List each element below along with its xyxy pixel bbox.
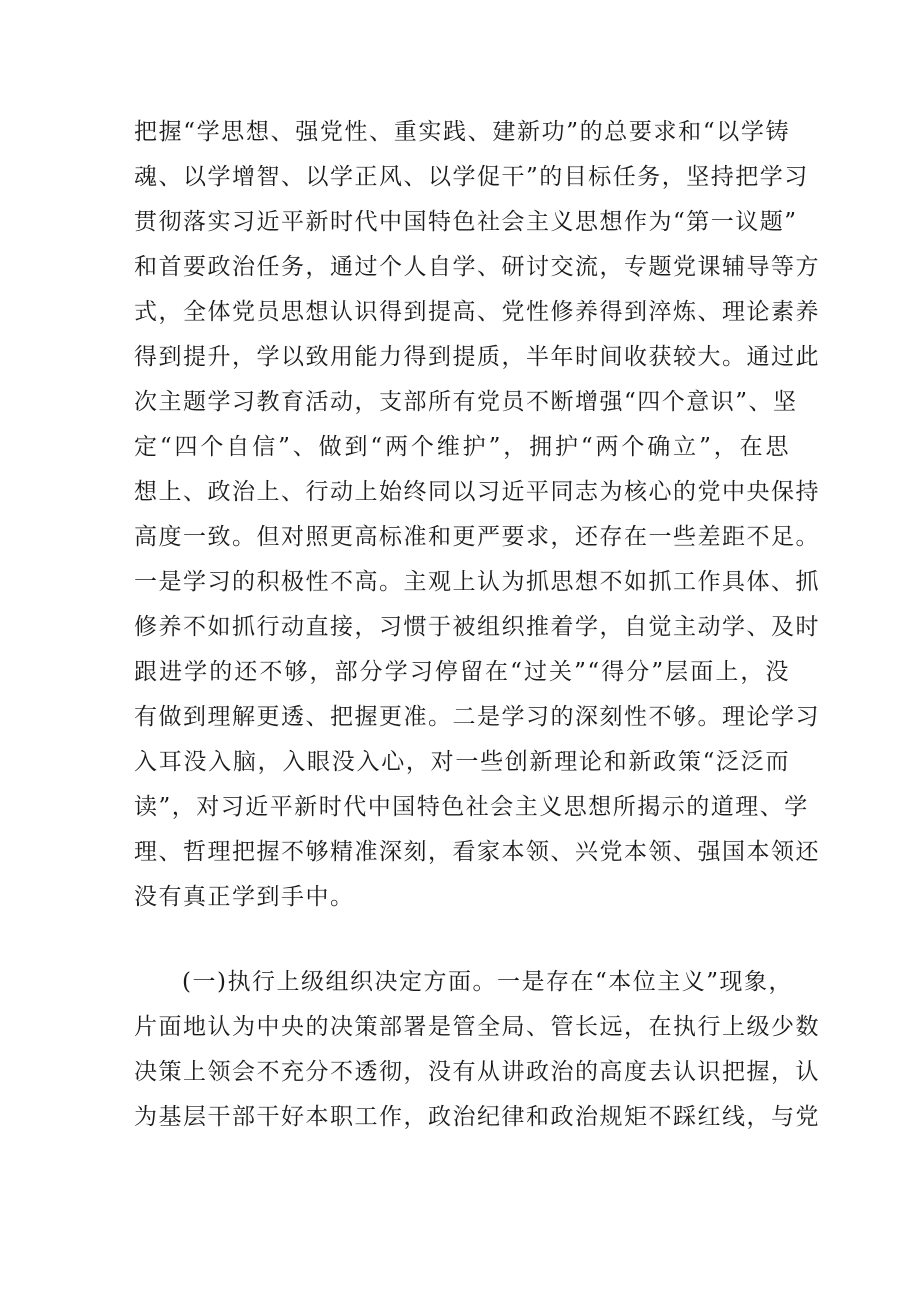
text-line: 为基层干部干好本职工作，政治纪律和政治规矩不踩红线，与党 xyxy=(134,1104,820,1130)
text-line: 修养不如抓行动直接，习惯于被组织推着学，自觉主动学、及时 xyxy=(134,614,820,640)
text-line: 贯彻落实习近平新时代中国特色社会主义思想作为“第一议题” xyxy=(134,209,798,235)
text-line: 没有真正学到手中。 xyxy=(134,884,355,910)
text-line: 入耳没入脑，入眼没入心，对一些创新理论和新政策“泛泛而 xyxy=(134,749,790,775)
text-line: 高度一致。但对照更高标准和更严要求，还存在一些差距不足。 xyxy=(134,524,820,550)
text-line: 魂、以学增智、以学正风、以学促干”的目标任务，坚持把学习 xyxy=(134,164,809,190)
text-line: 定“四个自信”、做到“两个维护”，拥护“两个确立”，在思 xyxy=(134,434,790,460)
text-line: 有做到理解更透、把握更准。二是学习的深刻性不够。理论学习 xyxy=(134,704,820,730)
text-line: 式，全体党员思想认识得到提高、党性修养得到淬炼、理论素养 xyxy=(134,299,820,325)
text-line: 片面地认为中央的决策部署是管全局、管长远，在执行上级少数 xyxy=(134,1014,820,1040)
text-line: 想上、政治上、行动上始终同以习近平同志为核心的党中央保持 xyxy=(134,479,820,505)
text-line: 得到提升，学以致用能力得到提质，半年时间收获较大。通过此 xyxy=(134,344,820,370)
text-line: 次主题学习教育活动，支部所有党员不断增强“四个意识”、坚 xyxy=(134,389,798,415)
text-line: 理、哲理把握不够精准深刻，看家本领、兴党本领、强国本领还 xyxy=(134,839,820,865)
text-line: 一是学习的积极性不高。主观上认为抓思想不如抓工作具体、抓 xyxy=(134,569,820,595)
text-line: 决策上领会不充分不透彻，没有从讲政治的高度去认识把握，认 xyxy=(134,1059,820,1085)
section-heading-line: (一)执行上级组织决定方面。一是存在“本位主义”现象， xyxy=(182,969,793,995)
text-line: 把握“学思想、强党性、重实践、建新功”的总要求和“以学铸 xyxy=(134,119,790,145)
text-line: 和首要政治任务，通过个人自学、研讨交流，专题党课辅导等方 xyxy=(134,254,820,280)
text-line: 跟进学的还不够，部分学习停留在“过关”“得分”层面上，没 xyxy=(134,659,790,685)
text-line: 读”，对习近平新时代中国特色社会主义思想所揭示的道理、学 xyxy=(134,794,809,820)
